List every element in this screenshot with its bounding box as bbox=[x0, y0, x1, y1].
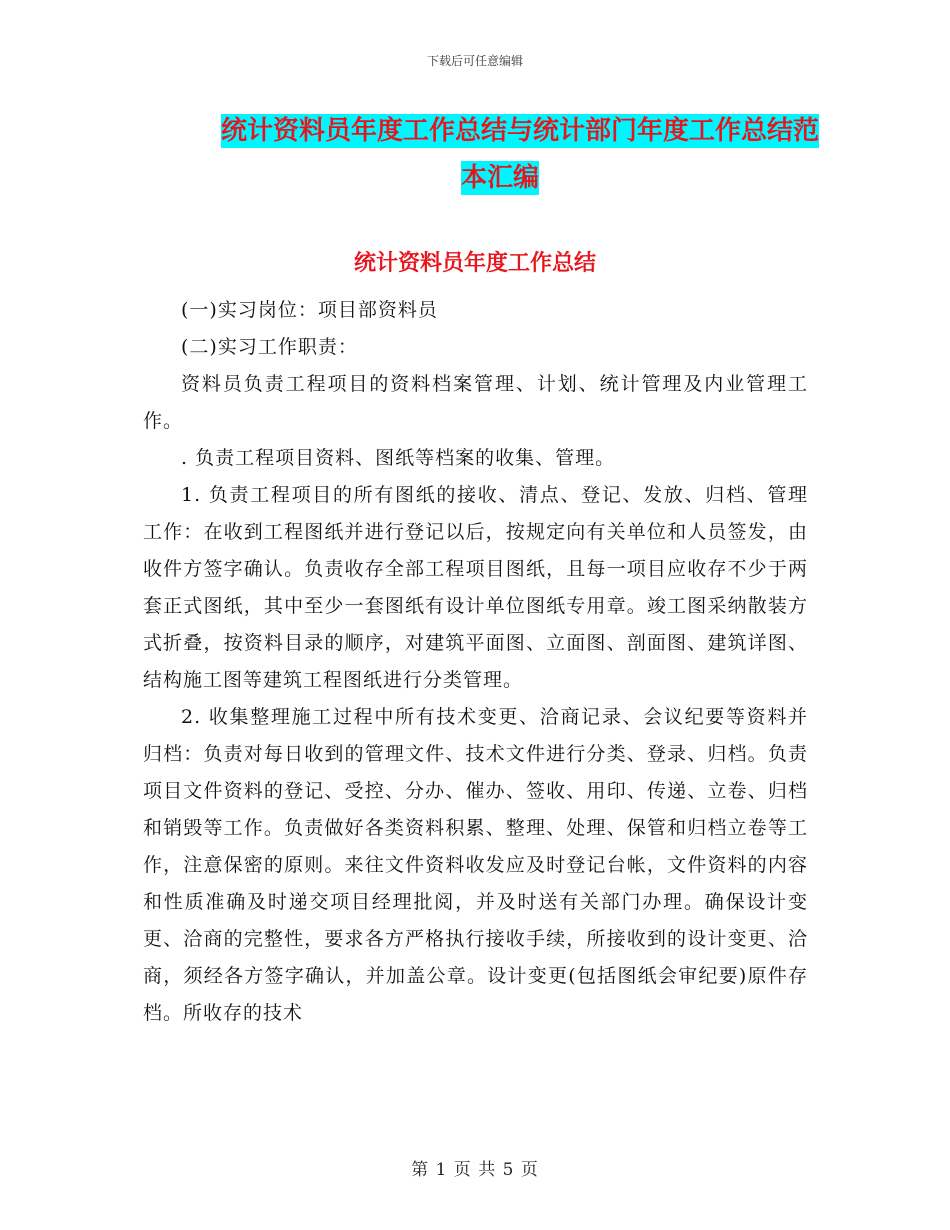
document-title bbox=[150, 108, 850, 202]
section-title: 统计资料员年度工作总结 bbox=[353, 251, 596, 276]
paragraph-item-1: 1. 负责工程项目的所有图纸的接收、清点、登记、发放、归档、管理工作：在收到工程图纸并进行登记以后，按规定向有关单位和人员签发，由收件方签字确认。负责收存全部工程项目图纸，且每一项目应收存不少于两套正式图纸，其中至少一套图纸有设计单位图纸专用章。竣工图采纳散装方式折叠，按资料目录的顺序，对建筑平面图、立面图、剖面图、建筑详图、结构施工图等建筑工程图纸进行分类管理。 bbox=[143, 484, 808, 691]
paragraph-duties-heading: (二)实习工作职责： bbox=[181, 336, 358, 358]
document-body bbox=[143, 292, 808, 1032]
paragraph-duties-summary: 资料员负责工程项目的资料档案管理、计划、统计管理及内业管理工作。 bbox=[143, 373, 808, 432]
document-title-line-1: 统计资料员年度工作总结与统计部门年度工作总结范 bbox=[220, 116, 819, 146]
paragraph-item-2: 2. 收集整理施工过程中所有技术变更、洽商记录、会议纪要等资料并归档：负责对每日收到的管理文件、技术文件进行分类、登录、归档。负责项目文件资料的登记、受控、分办、催办、签收、用印、传递、立卷、归档和销毁等工作。负责做好各类资料积累、整理、处理、保管和归档立卷等工作，注意保密的原则。来往文件资料收发应及时登记台帐，文件资料的内容和性质准确及时递交项目经理批阅，并及时送有关部门办理。确保设计变更、洽商的完整性，要求各方严格执行接收手续，所接收到的设计变更、洽商，须经各方签字确认，并加盖公章。设计变更(包括图纸会审纪要)原件存档。所收存的技术 bbox=[143, 706, 808, 1024]
paragraph-archive-collection: . 负责工程项目资料、图纸等档案的收集、管理。 bbox=[181, 447, 616, 469]
document-title-line-2: 本汇编 bbox=[460, 163, 539, 193]
page-number: 第 1 页 共 5 页 bbox=[411, 1160, 539, 1180]
page-header-note: 下载后可任意编辑 bbox=[426, 54, 523, 68]
paragraph-internship-position: (一)实习岗位：项目部资料员 bbox=[181, 299, 438, 321]
